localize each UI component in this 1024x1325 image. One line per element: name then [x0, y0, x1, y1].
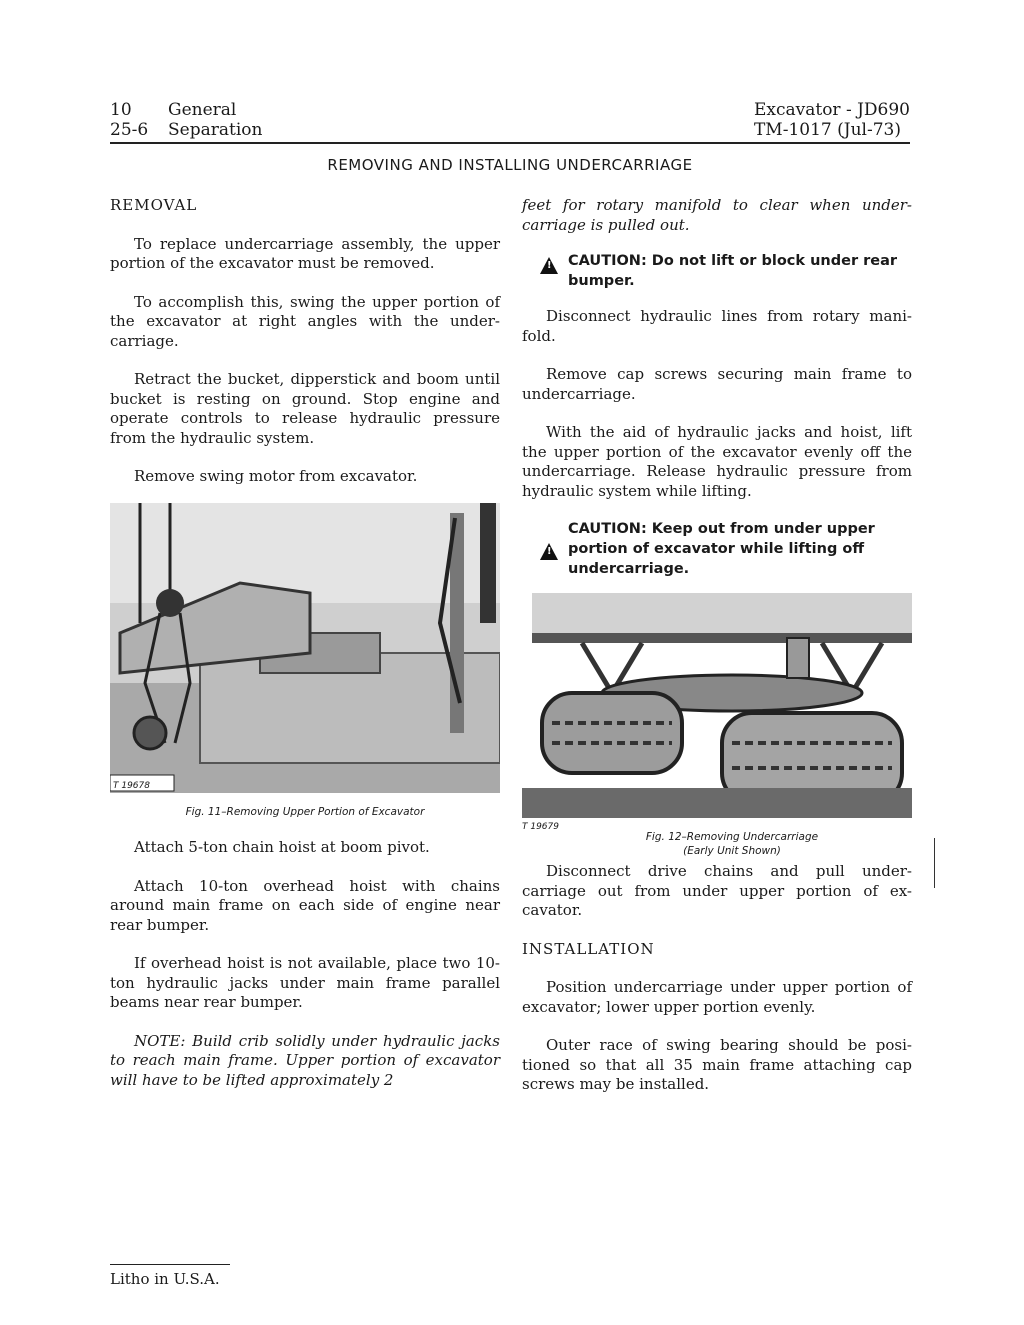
revision-bar [934, 838, 935, 888]
removal-paragraph: With the aid of hydraulic jacks and hoist, lift the upper portion of the excavator evenly off the undercarriage. Release hydraulic pressure from hydraulic system while lifting. [522, 423, 912, 500]
figure-12-photo [522, 593, 912, 818]
figure-12-label: T 19679 [522, 822, 559, 832]
installation-paragraph: Position undercarriage under upper portion of excavator; lower upper portion evenly. [522, 978, 912, 1016]
caution-block [522, 251, 912, 291]
right-column [522, 196, 912, 1095]
caution-text: CAUTION: Keep out from under upper portion of excavator while lifting off undercarriage. [568, 521, 875, 577]
figure-12-caption-subline: (Early Unit Shown) [683, 845, 781, 857]
page-number: 10 [110, 100, 132, 120]
manual-id: TM-1017 (Jul-73) [753, 120, 901, 140]
removal-paragraph: Remove cap screws securing main frame to undercarriage. [522, 365, 912, 403]
warning-icon [540, 543, 558, 560]
page-header-left [110, 100, 262, 140]
footer-divider [110, 1264, 230, 1265]
machine-model: Excavator - JD690 [753, 100, 910, 120]
group-title: Separation [168, 120, 263, 140]
removal-paragraph: Retract the bucket, dipperstick and boom until bucket is resting on ground. Stop engine and operate controls to release hydraulic pressure from the hydraulic system. [110, 370, 500, 447]
removal-paragraph: Remove swing motor from excavator. [134, 467, 418, 485]
removal-paragraph: Attach 5-ton chain hoist at boom pivot. [134, 838, 430, 856]
removal-paragraph: Disconnect hydraulic lines from rotary mani-fold. [522, 307, 912, 345]
figure-11 [110, 503, 500, 793]
removal-paragraph: To accomplish this, swing the upper portion of the excavator at right angles with the under-carriage. [110, 292, 500, 350]
removal-paragraph: If overhead hoist is not available, place two 10-ton hydraulic jacks under main frame parallel beams near rear bumper. [110, 954, 500, 1011]
note-continuation: feet for rotary manifold to clear when under-carriage is pulled out. [522, 196, 912, 234]
caution-block [522, 519, 912, 579]
warning-icon [540, 257, 558, 274]
page-footer: Litho in U.S.A. [110, 1270, 220, 1288]
removal-heading: REMOVAL [110, 196, 198, 214]
figure-11-photo [110, 503, 500, 793]
group-number: 25-6 [110, 120, 149, 140]
page-header-right [754, 100, 910, 140]
page-title: REMOVING AND INSTALLING UNDERCARRIAGE [327, 156, 693, 174]
figure-12-caption [582, 830, 882, 858]
installation-heading: INSTALLATION [522, 939, 655, 958]
figure-12-caption-area [522, 818, 912, 858]
figure-11-caption: Fig. 11–Removing Upper Portion of Excavator [185, 805, 425, 818]
figure-12-caption-line: Fig. 12–Removing Undercarriage [645, 831, 819, 843]
figure-11-label: T 19678 [113, 780, 150, 791]
removal-paragraph: Attach 10-ton overhead hoist with chains around main frame on each side of engine near rear bumper. [110, 876, 500, 934]
header-divider [110, 142, 910, 144]
removal-paragraph: Disconnect drive chains and pull under-carriage out from under upper portion of ex-cavator. [522, 862, 912, 919]
section-title: General [168, 100, 237, 120]
caution-text: CAUTION: Do not lift or block under rear bumper. [568, 253, 898, 289]
installation-paragraph: Outer race of swing bearing should be posi-tioned so that all 35 main frame attaching cap screws may be installed. [522, 1036, 912, 1093]
note-paragraph: NOTE: Build crib solidly under hydraulic jacks to reach main frame. Upper portion of excavator will have to be lifted approximately 2 [110, 1031, 500, 1089]
figure-12 [522, 593, 912, 818]
left-column [110, 196, 500, 1090]
removal-paragraph: To replace undercarriage assembly, the upper portion of the excavator must be removed. [110, 234, 500, 272]
